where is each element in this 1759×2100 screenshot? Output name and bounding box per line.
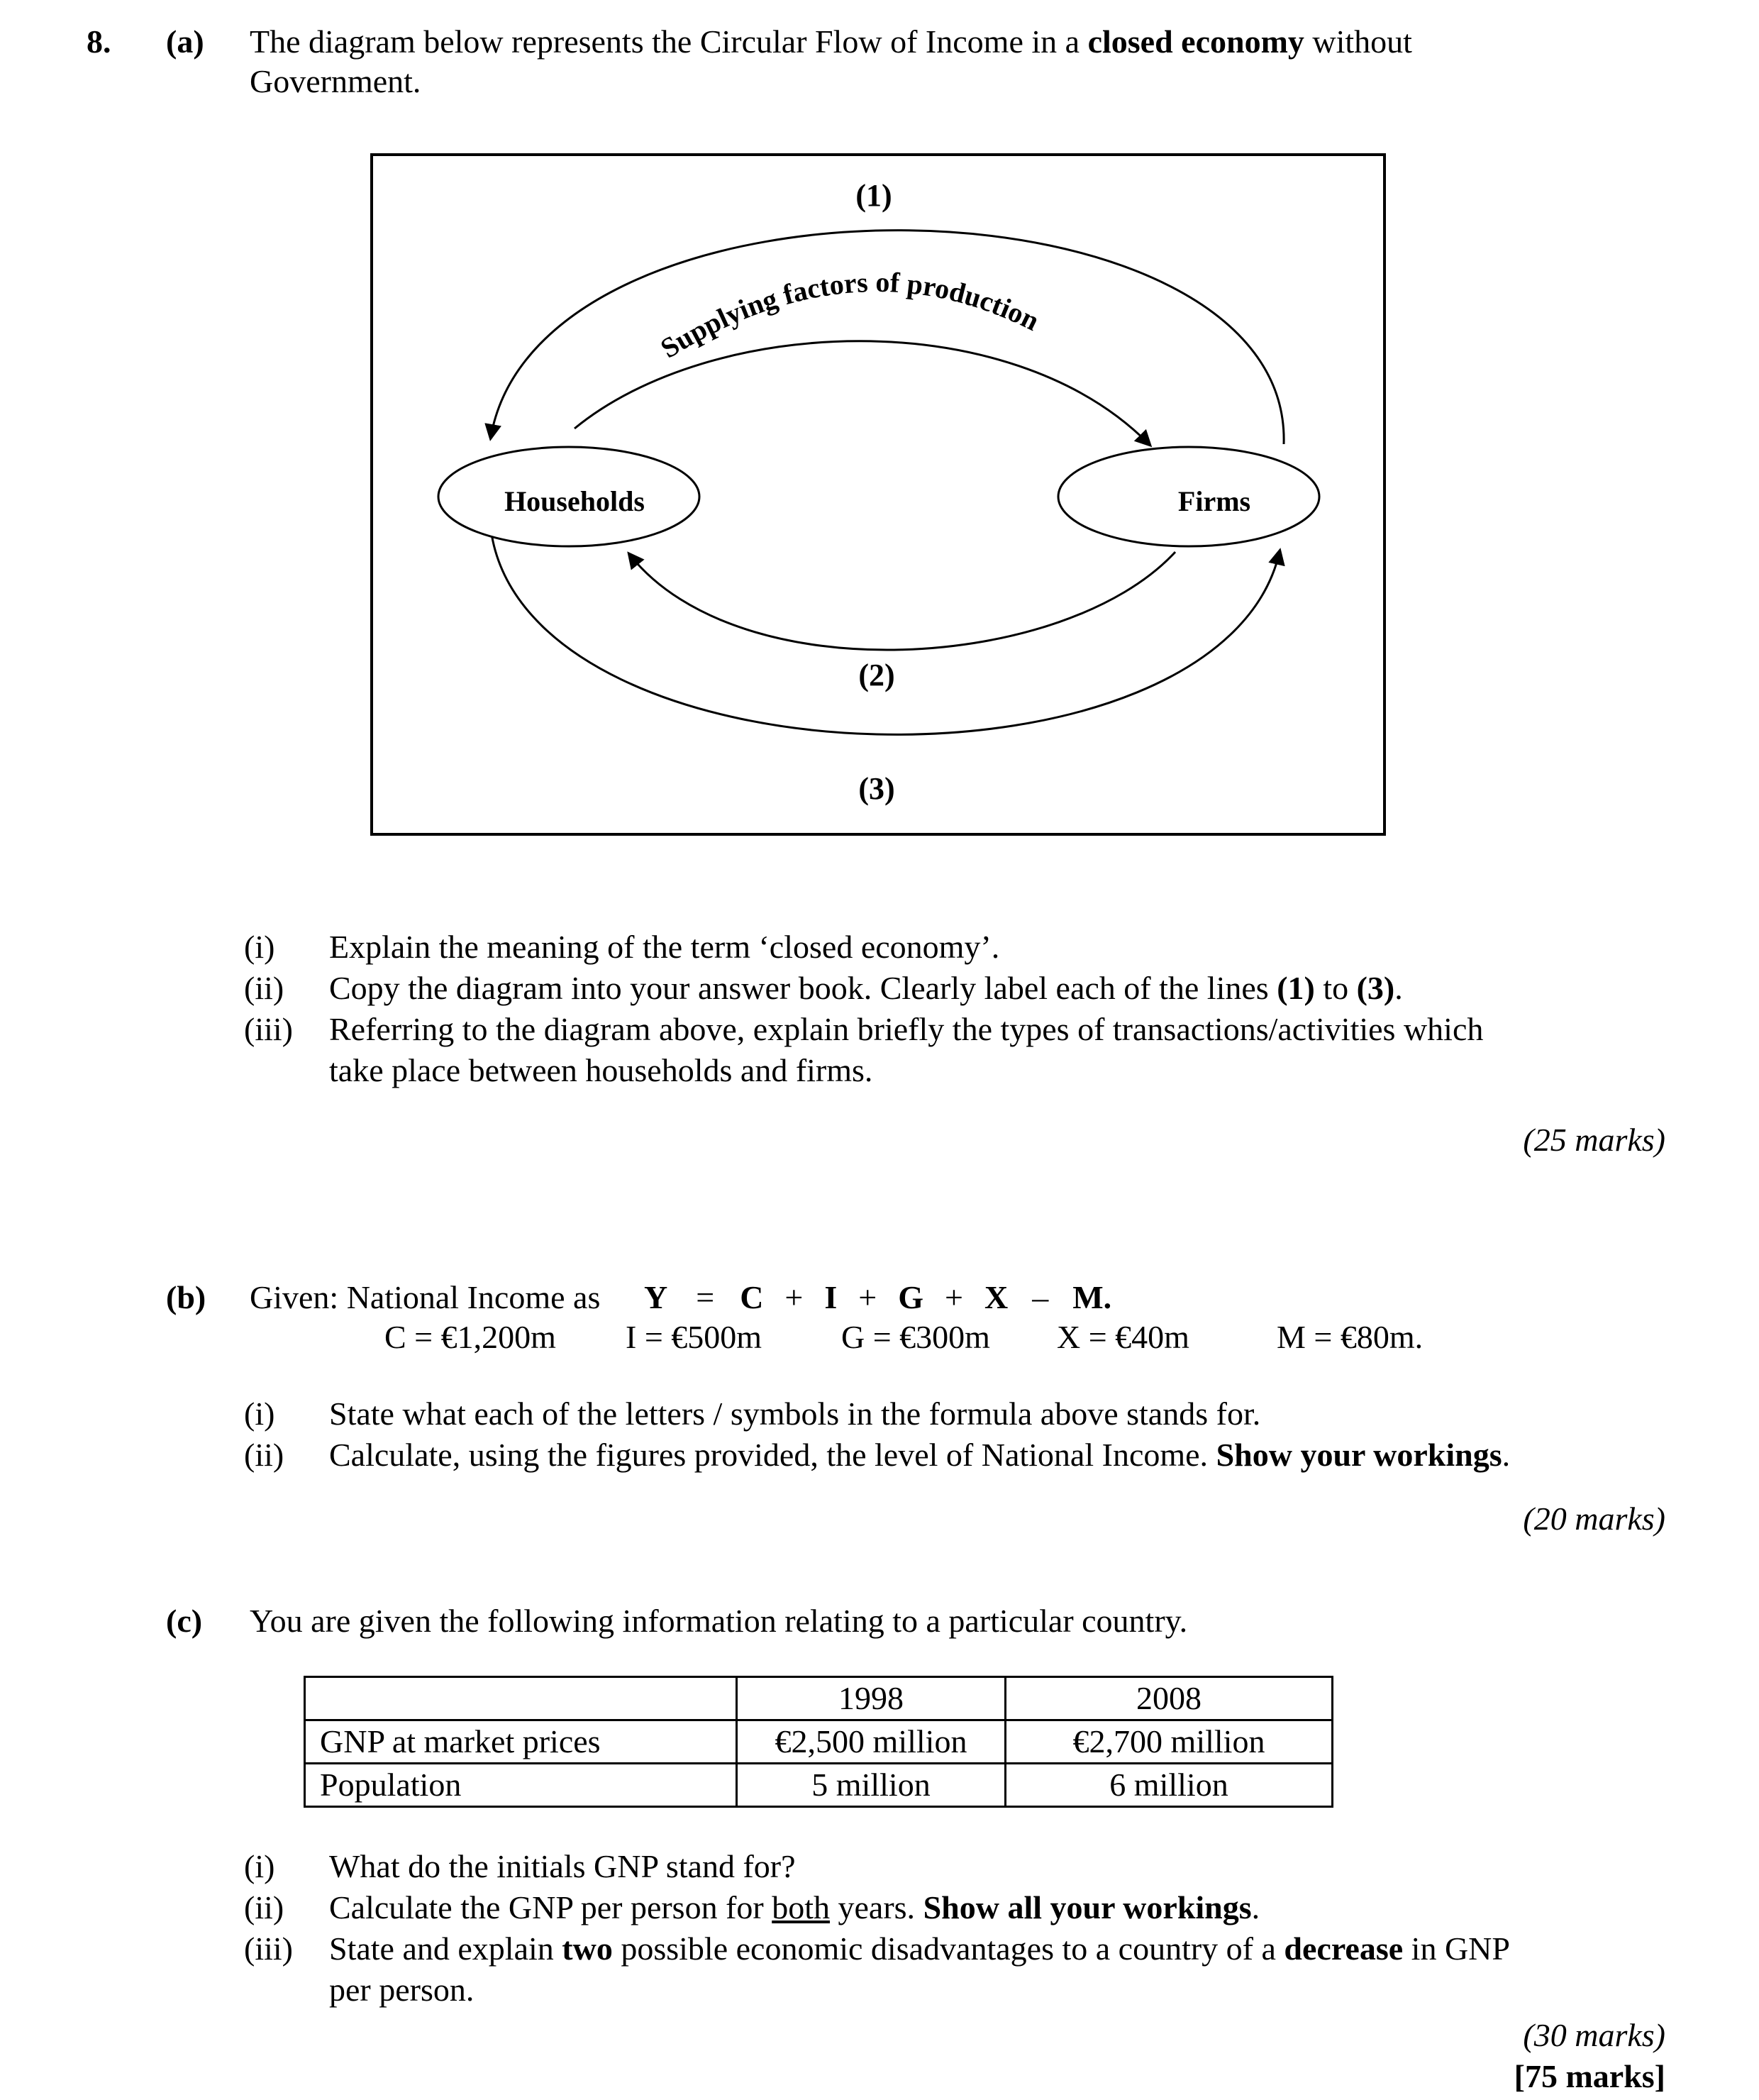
table-header-2008: 2008 (1006, 1677, 1333, 1720)
part-b-q1-text: State what each of the letters / symbols in the formula above stands for. (329, 1396, 1261, 1432)
part-b-marks: (20 marks) (1523, 1501, 1665, 1537)
formula-plus-2: + (858, 1279, 877, 1315)
households-label: Households (504, 485, 645, 517)
part-a-q1-text: Explain the meaning of the term ‘closed economy’. (329, 929, 1000, 965)
part-a-q3-line2: take place between households and firms. (329, 1052, 873, 1088)
part-c-q3-line2: per person. (329, 1972, 475, 2008)
value-i: I = €500m (626, 1319, 762, 1355)
line-label-2: (2) (858, 658, 895, 692)
table-cell: €2,700 million (1006, 1720, 1333, 1764)
table-header-empty (305, 1677, 737, 1720)
line-label-1: (1) (855, 178, 892, 213)
arc-text-supplying-factors: Supplying factors of production (655, 265, 1045, 365)
part-c-q3-num: (iii) (244, 1930, 293, 1967)
part-c-q1-num: (i) (244, 1848, 275, 1884)
part-b-q2-text: Calculate, using the figures provided, the level of National Income. Show your workings. (329, 1437, 1511, 1473)
flow-line-3 (491, 529, 1280, 734)
table-row (305, 1764, 1333, 1807)
table-row (305, 1720, 1333, 1764)
formula-plus-1: + (784, 1279, 804, 1315)
question-number: 8. (87, 23, 111, 60)
part-b-q2-num: (ii) (244, 1437, 284, 1473)
flow-line-2 (630, 552, 1175, 650)
part-a-q3-num: (iii) (244, 1011, 293, 1047)
part-a-q3-line1: Referring to the diagram above, explain briefly the types of transactions/activities which (329, 1011, 1484, 1047)
part-a-intro-line2: Government. (250, 63, 421, 99)
flow-line-factors (575, 341, 1149, 444)
table-cell-label: GNP at market prices (305, 1720, 737, 1764)
part-c-label: (c) (166, 1603, 203, 1639)
formula-equals: = (696, 1279, 715, 1315)
part-c-q2-text: Calculate the GNP per person for both years. Show all your workings. (329, 1889, 1260, 1925)
table-cell: 6 million (1006, 1764, 1333, 1807)
part-a-marks: (25 marks) (1523, 1122, 1665, 1158)
part-a-intro: The diagram below represents the Circular Flow of Income in a closed economy without (250, 23, 1412, 60)
formula-y: Y (644, 1279, 668, 1315)
table-cell-label: Population (305, 1764, 737, 1807)
part-a-q2-text: Copy the diagram into your answer book. Clearly label each of the lines (1) to (3). (329, 970, 1403, 1006)
formula-plus-3: + (945, 1279, 963, 1315)
gnp-table (304, 1676, 1333, 1808)
formula-c: C (740, 1279, 764, 1315)
part-c-marks: (30 marks) (1523, 2017, 1665, 2053)
part-b-label: (b) (166, 1279, 206, 1315)
table-header-row (305, 1677, 1333, 1720)
part-a-label: (a) (166, 23, 204, 60)
formula-i: I (824, 1279, 838, 1315)
formula-m: M. (1072, 1279, 1112, 1315)
table-header-1998: 1998 (737, 1677, 1006, 1720)
part-b-given: Given: National Income as (250, 1279, 601, 1315)
part-b-q1-num: (i) (244, 1396, 275, 1432)
total-marks: [75 marks] (1514, 2058, 1665, 2094)
part-a-q1-num: (i) (244, 929, 275, 965)
value-c: C = €1,200m (384, 1319, 556, 1355)
part-c-intro: You are given the following information relating to a particular country. (250, 1603, 1188, 1639)
table-cell: 5 million (737, 1764, 1006, 1807)
formula (644, 1277, 1111, 1318)
part-a-q2-num: (ii) (244, 970, 284, 1006)
part-c-q2-num: (ii) (244, 1889, 284, 1925)
value-x: X = €40m (1057, 1319, 1189, 1355)
line-label-3: (3) (858, 771, 895, 806)
firms-label: Firms (1177, 485, 1251, 517)
value-g: G = €300m (841, 1319, 990, 1355)
flow-line-1 (491, 231, 1284, 444)
table-cell: €2,500 million (737, 1720, 1006, 1764)
part-c-q1-text: What do the initials GNP stand for? (329, 1848, 796, 1884)
circular-flow-diagram (370, 153, 1386, 836)
formula-g: G (898, 1279, 924, 1315)
formula-minus: – (1032, 1279, 1049, 1315)
part-c-q3-line1: State and explain two possible economic disadvantages to a country of a decrease in GNP (329, 1930, 1510, 1967)
value-m: M = €80m. (1277, 1319, 1424, 1355)
formula-x: X (984, 1279, 1009, 1315)
